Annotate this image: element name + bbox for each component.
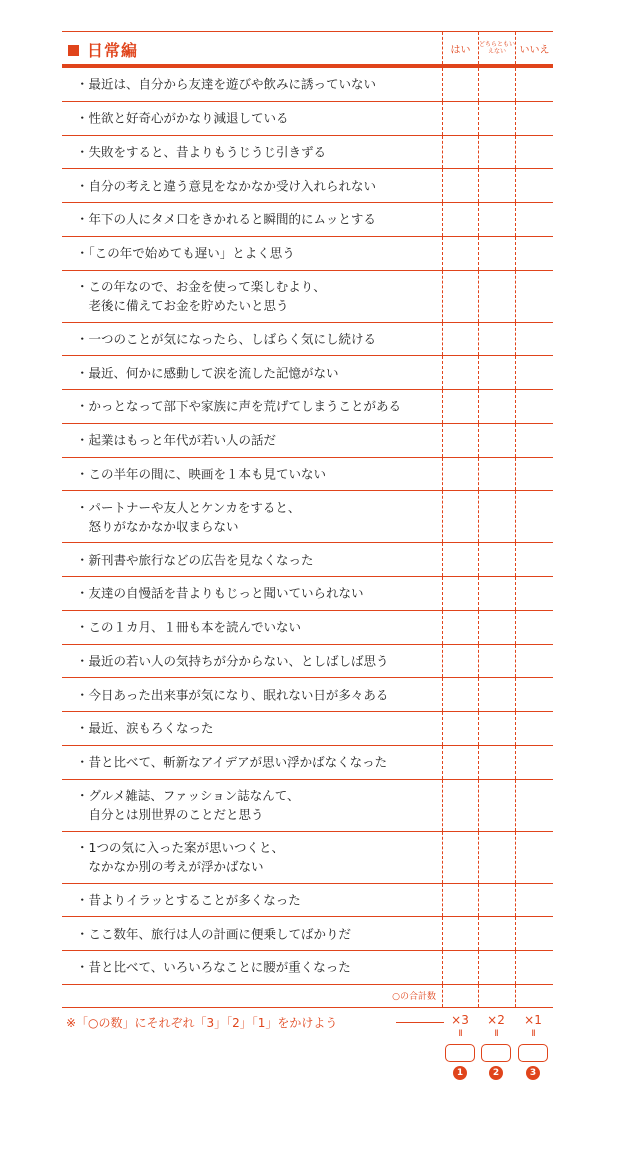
answer-cell-no[interactable] — [515, 543, 516, 576]
checklist-sheet — [62, 31, 553, 1008]
answer-cell-no[interactable] — [515, 424, 516, 457]
answer-cell-neither[interactable] — [478, 356, 479, 389]
checklist-row — [62, 424, 553, 458]
checklist-item-text: ・自分の考えと違う意見をなかなか受け入れられない — [76, 178, 377, 194]
total-row — [62, 985, 553, 1008]
answer-cell-no[interactable] — [515, 203, 516, 236]
answer-cell-no[interactable] — [515, 136, 516, 169]
checklist-row — [62, 237, 553, 271]
table-header — [62, 31, 553, 68]
answer-cell-neither[interactable] — [478, 678, 479, 711]
answer-cell-no[interactable] — [515, 832, 516, 883]
scoring-note: ※「○の数」にそれぞれ「3」「2」「1」をかけよう — [66, 1016, 338, 1030]
answer-cell-no[interactable] — [515, 491, 516, 542]
answer-cell-neither[interactable] — [478, 611, 479, 644]
answer-cell-no[interactable] — [515, 237, 516, 270]
answer-cell-no[interactable] — [515, 577, 516, 610]
checklist-rows — [62, 68, 553, 985]
answer-cell-neither[interactable] — [478, 577, 479, 610]
checklist-row — [62, 271, 553, 323]
answer-cell-yes[interactable] — [442, 611, 443, 644]
answer-cell-neither[interactable] — [478, 491, 479, 542]
checklist-row — [62, 746, 553, 780]
circled-number-1-icon: 1 — [453, 1066, 467, 1080]
checklist-item-text: ・新刊書や旅行などの広告を見なくなった — [76, 552, 314, 568]
answer-cell-no[interactable] — [515, 356, 516, 389]
answer-cell-yes[interactable] — [442, 645, 443, 678]
answer-cell-no[interactable] — [515, 951, 516, 984]
checklist-row — [62, 645, 553, 679]
answer-cell-neither[interactable] — [478, 712, 479, 745]
circled-number-2-icon: 2 — [489, 1066, 503, 1080]
section-title-text: 日常編 — [87, 41, 139, 60]
checklist-item-text: ・この年なので、お金を使って楽しむより、 老後に備えてお金を貯めたいと思う — [76, 279, 326, 313]
answer-cell-yes[interactable] — [442, 136, 443, 169]
checklist-row — [62, 390, 553, 424]
answer-cell-yes[interactable] — [442, 780, 443, 831]
answer-cell-no[interactable] — [515, 780, 516, 831]
checklist-item-text: ・失敗をすると、昔よりもうじうじ引きずる — [76, 144, 327, 160]
checklist-row — [62, 102, 553, 136]
checklist-row — [62, 884, 553, 918]
answer-cell-neither[interactable] — [478, 746, 479, 779]
answer-cell-no[interactable] — [515, 678, 516, 711]
answer-cell-yes[interactable] — [442, 271, 443, 322]
checklist-item-text: ・この半年の間に、映画を１本も見ていない — [76, 466, 327, 482]
checklist-item-text: ・昔と比べて、斬新なアイデアが思い浮かばなくなった — [76, 754, 388, 770]
circled-number-3-icon: 3 — [526, 1066, 540, 1080]
answer-cell-neither[interactable] — [478, 323, 479, 356]
answer-cell-neither[interactable] — [478, 271, 479, 322]
answer-cell-no[interactable] — [515, 645, 516, 678]
answer-cell-yes[interactable] — [442, 746, 443, 779]
answer-cell-neither[interactable] — [478, 543, 479, 576]
square-bullet-icon — [68, 45, 79, 56]
checklist-item-text: ・友達の自慢話を昔よりもじっと聞いていられない — [76, 585, 364, 601]
answer-cell-yes[interactable] — [442, 203, 443, 236]
equals-mark-no: II — [531, 1029, 535, 1039]
checklist-row — [62, 712, 553, 746]
score-box-3[interactable] — [518, 1044, 548, 1062]
checklist-row — [62, 611, 553, 645]
checklist-item-text: ・グルメ雑誌、ファッション誌なんて、 自分とは別世界のことだと思う — [76, 788, 300, 822]
checklist-item-text: ・1つの気に入った案が思いつくと、 なかなか別の考えが浮かばない — [76, 840, 284, 874]
answer-cell-neither[interactable] — [478, 645, 479, 678]
answer-cell-yes[interactable] — [442, 884, 443, 917]
answer-cell-neither[interactable] — [478, 951, 479, 984]
checklist-row — [62, 169, 553, 203]
checklist-row — [62, 678, 553, 712]
checklist-item-text: ・この１カ月、１冊も本を読んでいない — [76, 619, 302, 635]
score-box-2[interactable] — [481, 1044, 511, 1062]
answer-cell-yes[interactable] — [442, 356, 443, 389]
answer-cell-no[interactable] — [515, 884, 516, 917]
checklist-item-text: ・ここ数年、旅行は人の計画に便乗してばかりだ — [76, 926, 352, 942]
answer-cell-no[interactable] — [515, 271, 516, 322]
scoring-footer — [62, 1011, 553, 1086]
answer-cell-neither[interactable] — [478, 169, 479, 202]
multiplier-neither: ×2 — [487, 1013, 505, 1027]
total-cell-yes[interactable] — [442, 985, 443, 1007]
answer-cell-yes[interactable] — [442, 102, 443, 135]
answer-cell-no[interactable] — [515, 102, 516, 135]
answer-cell-neither[interactable] — [478, 136, 479, 169]
checklist-item-text: ・最近は、自分から友達を遊びや飲みに誘っていない — [76, 76, 377, 92]
checklist-row — [62, 917, 553, 951]
answer-cell-yes[interactable] — [442, 712, 443, 745]
answer-cell-yes[interactable] — [442, 458, 443, 491]
answer-cell-neither[interactable] — [478, 458, 479, 491]
checklist-item-text: ・昔と比べて、いろいろなことに腰が重くなった — [76, 959, 351, 975]
checklist-row — [62, 577, 553, 611]
column-header-neither: どちらともいえない — [478, 32, 515, 64]
multiplier-no: ×1 — [524, 1013, 542, 1027]
checklist-item-text: ・一つのことが気になったら、しばらく気にし続ける — [76, 331, 377, 347]
total-cell-neither[interactable] — [478, 985, 479, 1007]
checklist-item-text: ・パートナーや友人とケンカをすると、 怒りがなかなか収まらない — [76, 499, 301, 534]
answer-cell-no[interactable] — [515, 611, 516, 644]
checklist-row — [62, 832, 553, 884]
answer-cell-yes[interactable] — [442, 491, 443, 542]
section-title — [68, 38, 138, 61]
checklist-item-text: ・最近、涙もろくなった — [76, 720, 214, 736]
checklist-row — [62, 323, 553, 357]
answer-cell-yes[interactable] — [442, 543, 443, 576]
checklist-item-text: ・今日あった出来事が気になり、眠れない日が多々ある — [76, 687, 389, 703]
checklist-row — [62, 951, 553, 985]
answer-cell-neither[interactable] — [478, 102, 479, 135]
answer-cell-no[interactable] — [515, 917, 516, 950]
column-header-yes: はい — [442, 32, 478, 64]
column-header-no: いいえ — [515, 32, 553, 64]
checklist-item-text: ・最近、何かに感動して涙を流した記憶がない — [76, 365, 339, 381]
total-label: ○の合計数 — [392, 991, 436, 1002]
note-divider-line — [396, 1022, 444, 1023]
checklist-item-text: ・「この年で始めても遅い」とよく思う — [76, 245, 295, 261]
answer-cell-neither[interactable] — [478, 424, 479, 457]
answer-cell-neither[interactable] — [478, 780, 479, 831]
equals-mark-neither: II — [494, 1029, 498, 1039]
score-box-1[interactable] — [445, 1044, 475, 1062]
answer-cell-no[interactable] — [515, 169, 516, 202]
answer-cell-yes[interactable] — [442, 577, 443, 610]
answer-cell-no[interactable] — [515, 390, 516, 423]
answer-cell-neither[interactable] — [478, 203, 479, 236]
answer-cell-neither[interactable] — [478, 68, 479, 101]
checklist-row — [62, 458, 553, 492]
checklist-item-text: ・性欲と好奇心がかなり減退している — [76, 110, 289, 126]
answer-cell-yes[interactable] — [442, 169, 443, 202]
answer-cell-yes[interactable] — [442, 917, 443, 950]
answer-cell-no[interactable] — [515, 746, 516, 779]
answer-cell-yes[interactable] — [442, 951, 443, 984]
answer-cell-neither[interactable] — [478, 390, 479, 423]
checklist-row — [62, 780, 553, 832]
checklist-row — [62, 68, 553, 102]
multiplier-yes: ×3 — [451, 1013, 469, 1027]
answer-cell-yes[interactable] — [442, 237, 443, 270]
answer-cell-yes[interactable] — [442, 390, 443, 423]
answer-cell-neither[interactable] — [478, 237, 479, 270]
answer-cell-neither[interactable] — [478, 832, 479, 883]
total-cell-no[interactable] — [515, 985, 516, 1007]
equals-mark-yes: II — [458, 1029, 462, 1039]
answer-cell-no[interactable] — [515, 323, 516, 356]
answer-cell-yes[interactable] — [442, 68, 443, 101]
checklist-row — [62, 356, 553, 390]
checklist-item-text: ・年下の人にタメ口をきかれると瞬間的にムッとする — [76, 211, 376, 227]
answer-cell-neither[interactable] — [478, 884, 479, 917]
answer-cell-no[interactable] — [515, 458, 516, 491]
answer-cell-yes[interactable] — [442, 323, 443, 356]
answer-cell-yes[interactable] — [442, 678, 443, 711]
checklist-row — [62, 491, 553, 543]
checklist-item-text: ・昔よりイラッとすることが多くなった — [76, 892, 301, 908]
checklist-row — [62, 136, 553, 170]
checklist-item-text: ・起業はもっと年代が若い人の話だ — [76, 432, 277, 448]
answer-cell-neither[interactable] — [478, 917, 479, 950]
checklist-row — [62, 203, 553, 237]
answer-cell-no[interactable] — [515, 68, 516, 101]
answer-cell-yes[interactable] — [442, 424, 443, 457]
answer-cell-no[interactable] — [515, 712, 516, 745]
checklist-item-text: ・かっとなって部下や家族に声を荒げてしまうことがある — [76, 398, 402, 414]
checklist-row — [62, 543, 553, 577]
answer-cell-yes[interactable] — [442, 832, 443, 883]
checklist-item-text: ・最近の若い人の気持ちが分からない、としばしば思う — [76, 653, 389, 669]
